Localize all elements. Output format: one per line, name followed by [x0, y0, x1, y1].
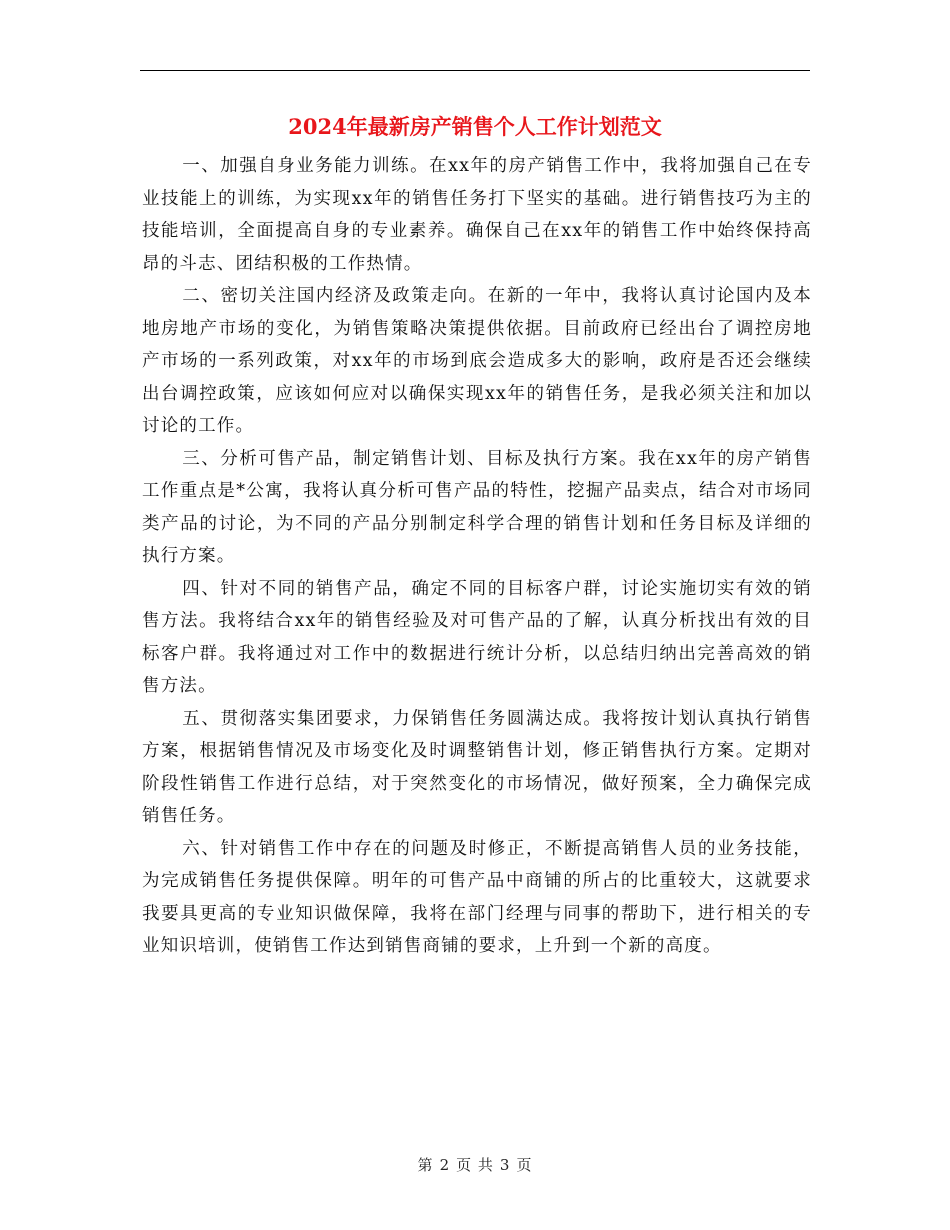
document-body	[142, 150, 812, 963]
page-footer	[0, 1154, 950, 1175]
document-title: 2024年最新房产销售个人工作计划范文	[288, 114, 662, 139]
footer-prefix: 第	[417, 1156, 434, 1174]
footer-total-pages: 3	[499, 1156, 511, 1174]
paragraph-5: 五、贯彻落实集团要求，力保销售任务圆满达成。我将按计划认真执行销售方案，根据销售情况及市场变化及时调整销售计划，修正销售执行方案。定期对阶段性销售工作进行总结，对于突然变化的市场情况，做好预案，全力确保完成销售任务。	[142, 708, 812, 826]
paragraph-6: 六、针对销售工作中存在的问题及时修正，不断提高销售人员的业务技能，为完成销售任务提供保障。明年的可售产品中商铺的所占的比重较大，这就要求我要具更高的专业知识做保障，我将在部门经理与同事的帮助下，进行相关的专业知识培训，使销售工作达到销售商铺的要求，上升到一个新的高度。	[142, 838, 812, 956]
paragraph-4: 四、针对不同的销售产品，确定不同的目标客户群，讨论实施切实有效的销售方法。我将结合xx年的销售经验及对可售产品的了解，认真分析找出有效的目标客户群。我将通过对工作中的数据进行统计分析，以总结归纳出完善高效的销售方法。	[142, 578, 812, 696]
footer-page-number: 2	[439, 1156, 451, 1174]
footer-suffix: 页	[516, 1156, 533, 1174]
footer-middle: 页 共	[456, 1156, 494, 1174]
header-rule	[140, 70, 810, 71]
paragraph-3: 三、分析可售产品，制定销售计划、目标及执行方案。我在xx年的房产销售工作重点是*公寓，我将认真分析可售产品的特性，挖掘产品卖点，结合对市场同类产品的讨论，为不同的产品分别制定科学合理的销售计划和任务目标及详细的执行方案。	[142, 448, 812, 566]
paragraph-1: 一、加强自身业务能力训练。在xx年的房产销售工作中，我将加强自己在专业技能上的训练，为实现xx年的销售任务打下坚实的基础。进行销售技巧为主的技能培训，全面提高自身的专业素养。确保自己在xx年的销售工作中始终保持高昂的斗志、团结积极的工作热情。	[142, 156, 812, 274]
paragraph-2: 二、密切关注国内经济及政策走向。在新的一年中，我将认真讨论国内及本地房地产市场的变化，为销售策略决策提供依据。目前政府已经出台了调控房地产市场的一系列政策，对xx年的市场到底会造成多大的影响，政府是否还会继续出台调控政策，应该如何应对以确保实现xx年的销售任务，是我必须关注和加以讨论的工作。	[142, 286, 812, 436]
